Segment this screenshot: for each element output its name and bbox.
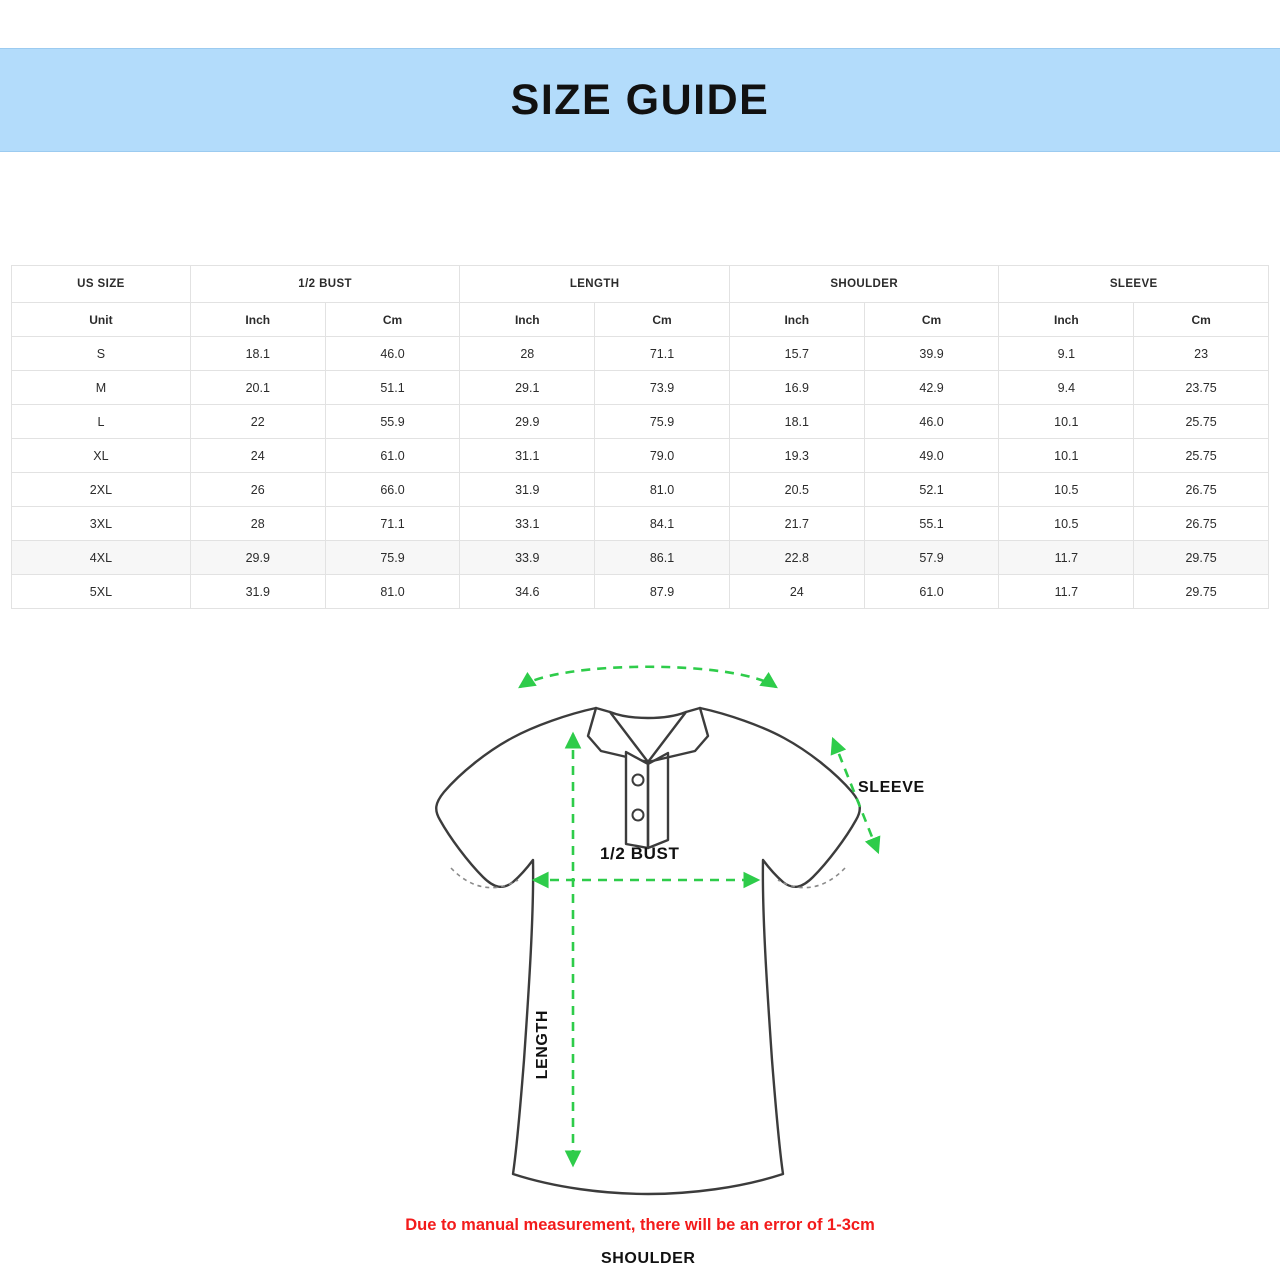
- row-size: M: [12, 371, 191, 405]
- cell: 87.9: [595, 575, 730, 609]
- cell: 73.9: [595, 371, 730, 405]
- cell: 33.1: [460, 507, 595, 541]
- unit-cell: Cm: [1134, 303, 1269, 337]
- cell: 86.1: [595, 541, 730, 575]
- row-size: S: [12, 337, 191, 371]
- cell: 75.9: [595, 405, 730, 439]
- table-row: [12, 507, 1269, 541]
- sleeve-label: SLEEVE: [858, 779, 925, 796]
- cell: 22: [190, 405, 325, 439]
- cell: 9.1: [999, 337, 1134, 371]
- cell: 23.75: [1134, 371, 1269, 405]
- table-row: [12, 371, 1269, 405]
- size-table-container: [11, 265, 1269, 609]
- cell: 31.1: [460, 439, 595, 473]
- cell: 31.9: [190, 575, 325, 609]
- cell: 28: [460, 337, 595, 371]
- shoulder-measure-arrow: [520, 667, 776, 687]
- cell: 33.9: [460, 541, 595, 575]
- cell: 21.7: [729, 507, 864, 541]
- unit-cell: Inch: [999, 303, 1134, 337]
- shoulder-label: SHOULDER: [601, 1250, 696, 1267]
- measurement-note: Due to manual measurement, there will be an error of 1-3cm: [405, 1216, 875, 1234]
- cell: 25.75: [1134, 405, 1269, 439]
- size-table: [11, 265, 1269, 609]
- cell: 46.0: [325, 337, 460, 371]
- cell: 19.3: [729, 439, 864, 473]
- cell: 9.4: [999, 371, 1134, 405]
- cell: 46.0: [864, 405, 999, 439]
- cell: 49.0: [864, 439, 999, 473]
- cell: 10.1: [999, 439, 1134, 473]
- cell: 10.1: [999, 405, 1134, 439]
- row-size: 4XL: [12, 541, 191, 575]
- group-header-length: LENGTH: [460, 266, 730, 303]
- cell: 42.9: [864, 371, 999, 405]
- cell: 29.9: [190, 541, 325, 575]
- table-header: [12, 266, 1269, 303]
- cell: 81.0: [325, 575, 460, 609]
- cell: 20.5: [729, 473, 864, 507]
- table-row: [12, 337, 1269, 371]
- row-size: 5XL: [12, 575, 191, 609]
- cell: 31.9: [460, 473, 595, 507]
- unit-cell: Cm: [864, 303, 999, 337]
- cell: 84.1: [595, 507, 730, 541]
- row-size: 2XL: [12, 473, 191, 507]
- cell: 24: [190, 439, 325, 473]
- unit-cell: Cm: [595, 303, 730, 337]
- table-unit-row: [12, 303, 1269, 337]
- cell: 28: [190, 507, 325, 541]
- unit-cell: Inch: [729, 303, 864, 337]
- cell: 81.0: [595, 473, 730, 507]
- cell: 51.1: [325, 371, 460, 405]
- cell: 66.0: [325, 473, 460, 507]
- cell: 24: [729, 575, 864, 609]
- table-group-header-row: [12, 266, 1269, 303]
- cell: 29.75: [1134, 575, 1269, 609]
- cell: 20.1: [190, 371, 325, 405]
- table-row: [12, 473, 1269, 507]
- half-bust-label: 1/2 BUST: [600, 844, 680, 863]
- cell: 52.1: [864, 473, 999, 507]
- row-size: 3XL: [12, 507, 191, 541]
- unit-cell: Inch: [460, 303, 595, 337]
- cell: 11.7: [999, 541, 1134, 575]
- cell: 26.75: [1134, 507, 1269, 541]
- cell: 29.1: [460, 371, 595, 405]
- group-header-sleeve: SLEEVE: [999, 266, 1269, 303]
- cell: 10.5: [999, 473, 1134, 507]
- cell: 29.9: [460, 405, 595, 439]
- group-header-us-size: US SIZE: [12, 266, 191, 303]
- row-size: XL: [12, 439, 191, 473]
- length-label: LENGTH: [534, 1010, 551, 1080]
- cell: 15.7: [729, 337, 864, 371]
- table-body: [12, 303, 1269, 609]
- table-row: [12, 575, 1269, 609]
- cell: 55.9: [325, 405, 460, 439]
- row-size: L: [12, 405, 191, 439]
- cell: 22.8: [729, 541, 864, 575]
- cell: 18.1: [729, 405, 864, 439]
- cell: 71.1: [595, 337, 730, 371]
- cell: 16.9: [729, 371, 864, 405]
- table-row: [12, 541, 1269, 575]
- cell: 23: [1134, 337, 1269, 371]
- cell: 57.9: [864, 541, 999, 575]
- unit-cell: Cm: [325, 303, 460, 337]
- cell: 55.1: [864, 507, 999, 541]
- cell: 75.9: [325, 541, 460, 575]
- header-banner: [0, 48, 1280, 152]
- cell: 71.1: [325, 507, 460, 541]
- cell: 61.0: [325, 439, 460, 473]
- page-title: SIZE GUIDE: [510, 75, 770, 124]
- table-row: [12, 439, 1269, 473]
- cell: 25.75: [1134, 439, 1269, 473]
- cell: 39.9: [864, 337, 999, 371]
- group-header-half-bust: 1/2 BUST: [190, 266, 460, 303]
- cell: 61.0: [864, 575, 999, 609]
- cell: 29.75: [1134, 541, 1269, 575]
- cell: 26: [190, 473, 325, 507]
- unit-cell: Inch: [190, 303, 325, 337]
- group-header-shoulder: SHOULDER: [729, 266, 999, 303]
- cell: 79.0: [595, 439, 730, 473]
- table-row: [12, 405, 1269, 439]
- cell: 18.1: [190, 337, 325, 371]
- cell: 26.75: [1134, 473, 1269, 507]
- cell: 11.7: [999, 575, 1134, 609]
- cell: 34.6: [460, 575, 595, 609]
- cell: 10.5: [999, 507, 1134, 541]
- unit-label: Unit: [12, 303, 191, 337]
- shirt-outline: [436, 708, 860, 1194]
